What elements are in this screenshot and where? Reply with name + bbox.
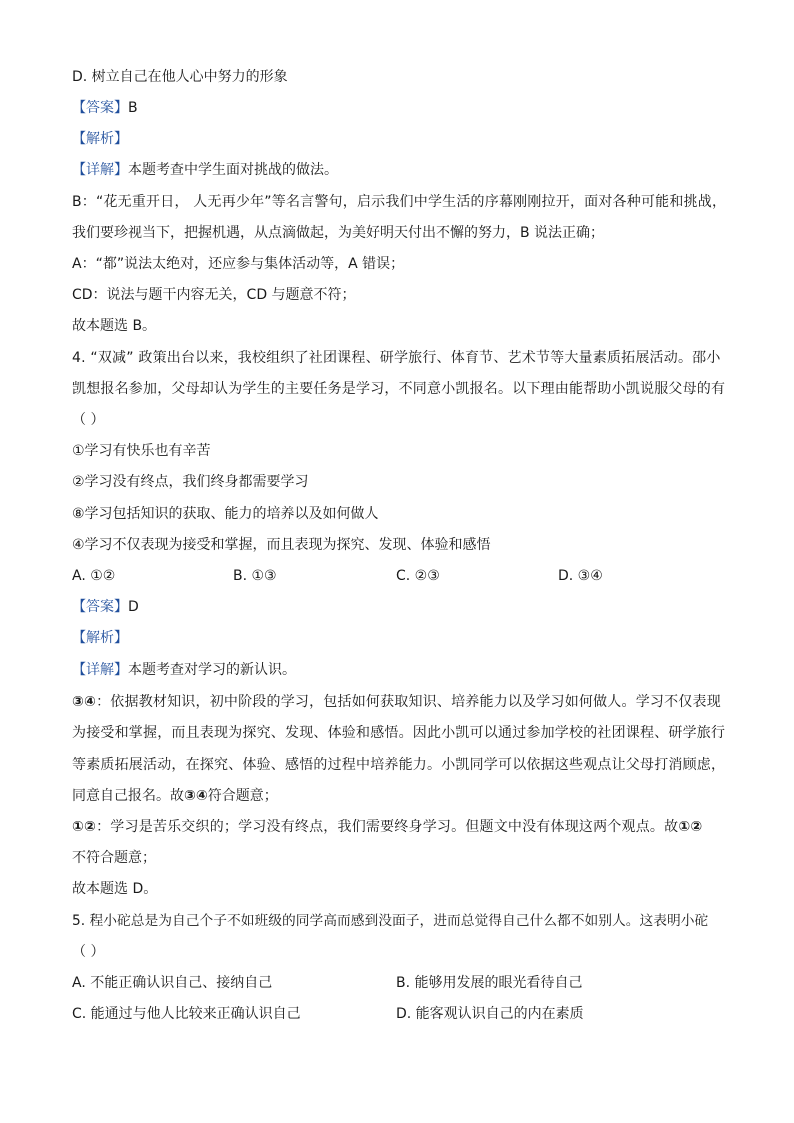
- analysis-tag: 【解析】: [72, 131, 128, 147]
- explanation-line: CD：说法与题干内容无关，CD 与题意不符；: [72, 287, 356, 303]
- explanation-line: 为接受和掌握，而且表现为探究、发现、体验和感悟。因此小凯可以通过参加学校的社团课程、研学旅行: [72, 725, 726, 741]
- explanation-line: [72, 817, 728, 837]
- option-a: A. ①②: [72, 568, 116, 584]
- detail-line: [72, 160, 728, 180]
- detail-tag: 【详解】: [72, 662, 128, 678]
- explanation-text: ：依据教材知识，初中阶段的学习，包括如何获取知识、培养能力以及学习如何做人。学习不仅表现: [96, 694, 721, 710]
- circled-numbers: ③④: [72, 694, 97, 710]
- answer-parentheses: （ ）: [72, 412, 105, 428]
- option-d: D. 能客观认识自己的内在素质: [396, 1006, 584, 1022]
- analysis-tag: 【解析】: [72, 630, 128, 646]
- answer-tag: 【答案】: [72, 599, 128, 615]
- answer-parentheses: （ ）: [72, 944, 105, 960]
- explanation-line: 我们要珍视当下，把握机遇，从点滴做起，为美好明天付出不懈的努力，B 说法正确；: [72, 225, 605, 241]
- answer-line: [72, 98, 728, 118]
- explanation-line: A：“都”说法太绝对，还应参与集体活动等，A 错误；: [72, 256, 405, 272]
- statement-2: ②学习没有终点，我们终身都需要学习: [72, 474, 309, 490]
- answer-tag: 【答案】: [72, 100, 128, 116]
- option-d: D. ③④: [558, 568, 603, 584]
- question-4-stem: 凯想报名参加，父母却认为学生的主要任务是学习，不同意小凯报名。以下理由能帮助小凯说服父母的有: [72, 381, 726, 397]
- question-4-stem: 4. “双减” 政策出台以来，我校组织了社团课程、研学旅行、体育节、艺术节等大量素质拓展活动。邵小: [72, 350, 721, 366]
- explanation-line: 故本题选 B。: [72, 318, 157, 334]
- explanation-text: 同意自己报名。故: [72, 788, 184, 804]
- answer-line: [72, 597, 728, 617]
- option-c: C. ②③: [396, 568, 440, 584]
- option-a: A. 不能正确认识自己、接纳自己: [72, 975, 273, 991]
- explanation-line: [72, 786, 728, 806]
- statement-4: ④学习不仅表现为接受和掌握，而且表现为探究、发现、体验和感悟: [72, 537, 491, 553]
- question-5-stem: 5. 程小砣总是为自己个子不如班级的同学高而感到没面子，进而总觉得自己什么都不如别人。这表明小砣: [72, 913, 709, 929]
- option-c: C. 能通过与他人比较来正确认识自己: [72, 1006, 301, 1022]
- detail-line: [72, 660, 728, 680]
- explanation-line: [72, 692, 728, 712]
- explanation-text: 符合题意；: [207, 788, 278, 804]
- circled-numbers: ①②: [72, 819, 97, 835]
- statement-1: ①学习有快乐也有辛苦: [72, 443, 211, 459]
- detail-tag: 【详解】: [72, 162, 128, 178]
- explanation-line: 不符合题意；: [72, 850, 156, 866]
- answer-value: D: [128, 599, 139, 615]
- explanation-line: B：“花无重开日， 人无再少年”等名言警句，启示我们中学生活的序幕刚刚拉开，面对各种可能和挑战，: [72, 194, 727, 210]
- circled-numbers: ③④: [184, 788, 208, 804]
- answer-value: B: [128, 100, 138, 116]
- option-b: B. ①③: [233, 568, 277, 584]
- option-b: B. 能够用发展的眼光看待自己: [396, 975, 583, 991]
- explanation-line: 等素质拓展活动，在探究、体验、感悟的过程中培养能力。小凯同学可以依据这些观点让父母打消顾虑，: [72, 757, 726, 773]
- option-d: D. 树立自己在他人心中努力的形象: [72, 69, 288, 85]
- statement-3: ⑧学习包括知识的获取、能力的培养以及如何做人: [72, 506, 379, 522]
- detail-text: 本题考查对学习的新认识。: [128, 662, 296, 678]
- explanation-text: ：学习是苦乐交织的；学习没有终点，我们需要终身学习。但题文中没有体现这两个观点。故: [96, 819, 679, 835]
- detail-text: 本题考查中学生面对挑战的做法。: [128, 162, 338, 178]
- circled-numbers: ①②: [678, 819, 703, 835]
- explanation-line: 故本题选 D。: [72, 881, 158, 897]
